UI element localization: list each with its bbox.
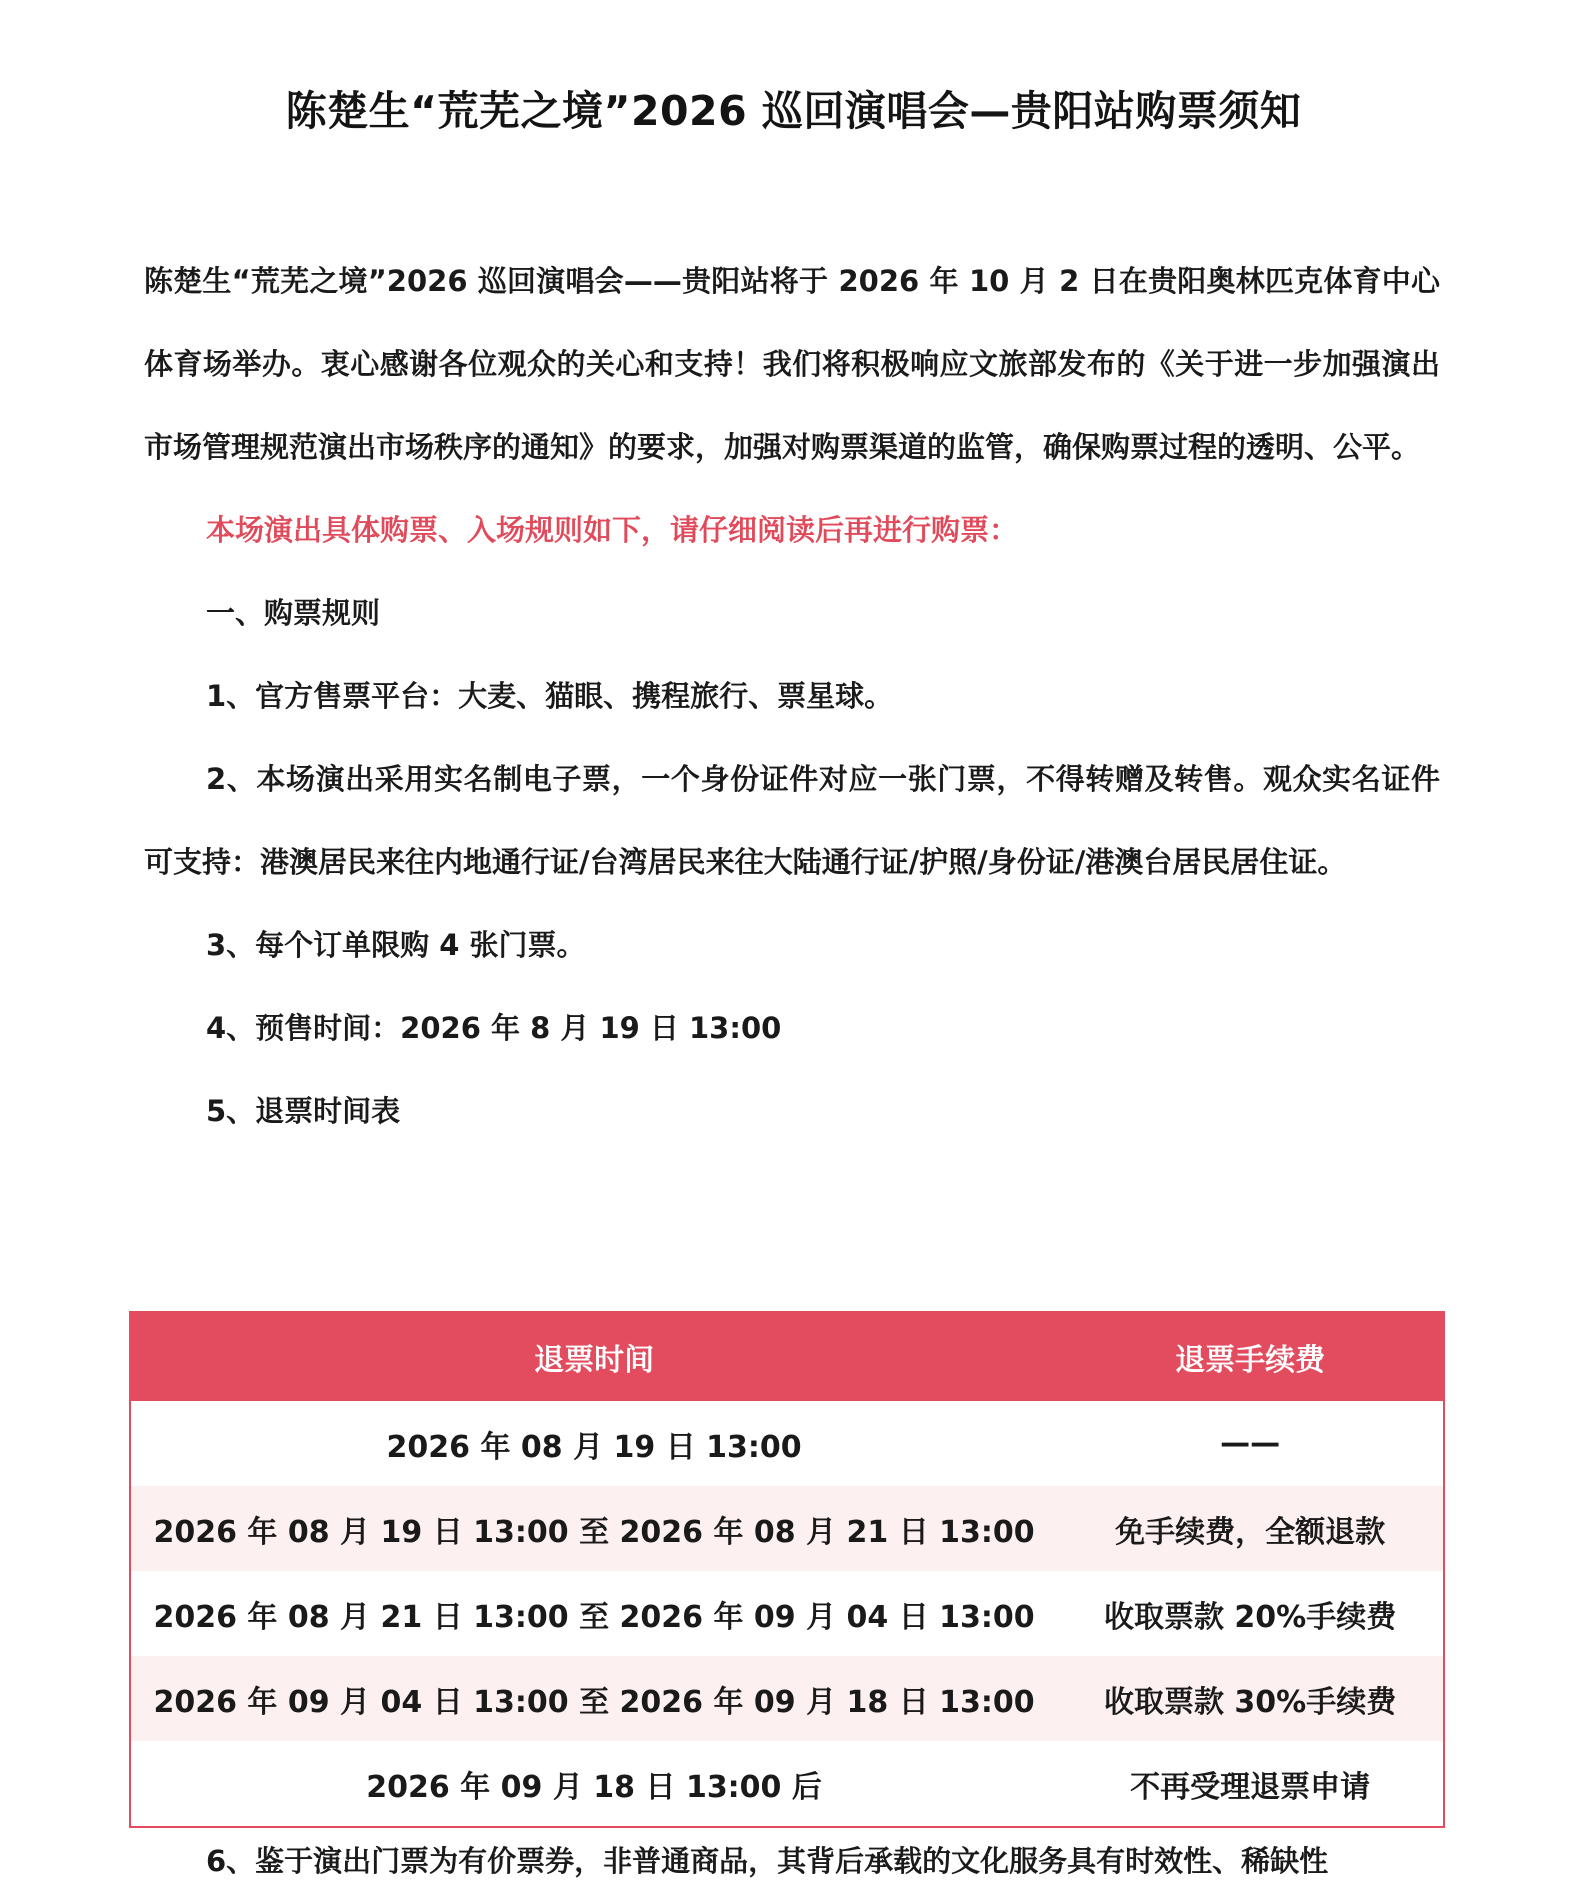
refund-time-cell: 2026 年 08 月 21 日 13:00 至 2026 年 09 月 04 日 13:00	[153, 1599, 1035, 1635]
notice-line: 本场演出具体购票、入场规则如下，请仔细阅读后再进行购票：	[206, 513, 1019, 547]
refund-time-cell: 2026 年 09 月 04 日 13:00 至 2026 年 09 月 18 日 13:00	[130, 1656, 1057, 1741]
rule-4-presale-time: 4、预售时间：2026 年 8 月 19 日 13:00	[206, 1011, 782, 1045]
table-row	[130, 1656, 1444, 1741]
refund-fee-cell: 不再受理退票申请	[1130, 1769, 1371, 1805]
rule-6-partial: 6、鉴于演出门票为有价票券，非普通商品，其背后承载的文化服务具有时效性、稀缺性	[206, 1844, 1329, 1878]
document-body	[144, 240, 1440, 1153]
table-row	[130, 1571, 1444, 1656]
header-refund-fee: 退票手续费	[1057, 1312, 1444, 1401]
rule-5-refund-schedule-label: 5、退票时间表	[206, 1094, 401, 1128]
refund-schedule-table	[129, 1311, 1445, 1828]
table-row	[130, 1401, 1444, 1486]
refund-fee-cell: 免手续费，全额退款	[1057, 1486, 1444, 1571]
table-header-row	[130, 1312, 1444, 1401]
refund-time-cell: 2026 年 09 月 18 日 13:00 后	[366, 1769, 822, 1805]
rule-1-platforms: 1、官方售票平台：大麦、猫眼、携程旅行、票星球。	[206, 679, 894, 713]
refund-time-cell: 2026 年 08 月 19 日 13:00 至 2026 年 08 月 21 日 13:00	[130, 1486, 1057, 1571]
refund-fee-cell: ——	[1220, 1426, 1281, 1461]
document-title: 陈楚生“荒芜之境”2026 巡回演唱会—贵阳站购票须知	[285, 87, 1302, 135]
document-continuation	[144, 1820, 1440, 1903]
section-heading-ticket-rules: 一、购票规则	[206, 596, 381, 630]
table-row	[130, 1741, 1444, 1827]
refund-time-cell: 2026 年 08 月 19 日 13:00	[386, 1429, 802, 1465]
rule-3-order-limit: 3、每个订单限购 4 张门票。	[206, 928, 586, 962]
refund-fee-cell: 收取票款 20%手续费	[1103, 1599, 1397, 1635]
header-refund-time: 退票时间	[130, 1312, 1057, 1401]
refund-fee-cell: 收取票款 30%手续费	[1057, 1656, 1444, 1741]
rule-2-real-name: 2、本场演出采用实名制电子票，一个身份证件对应一张门票，不得转赠及转售。观众实名证件可支持：港澳居民来往内地通行证/台湾居民来往大陆通行证/护照/身份证/港澳台居民居住证。	[144, 762, 1440, 879]
intro-paragraph: 陈楚生“荒芜之境”2026 巡回演唱会——贵阳站将于 2026 年 10 月 2 日在贵阳奥林匹克体育中心体育场举办。衷心感谢各位观众的关心和支持！我们将积极响应文旅部发布的《关于进一步加强演出市场管理规范演出市场秩序的通知》的要求，加强对购票渠道的监管，确保购票过程的透明、公平。	[144, 264, 1440, 464]
table-row	[130, 1486, 1444, 1571]
